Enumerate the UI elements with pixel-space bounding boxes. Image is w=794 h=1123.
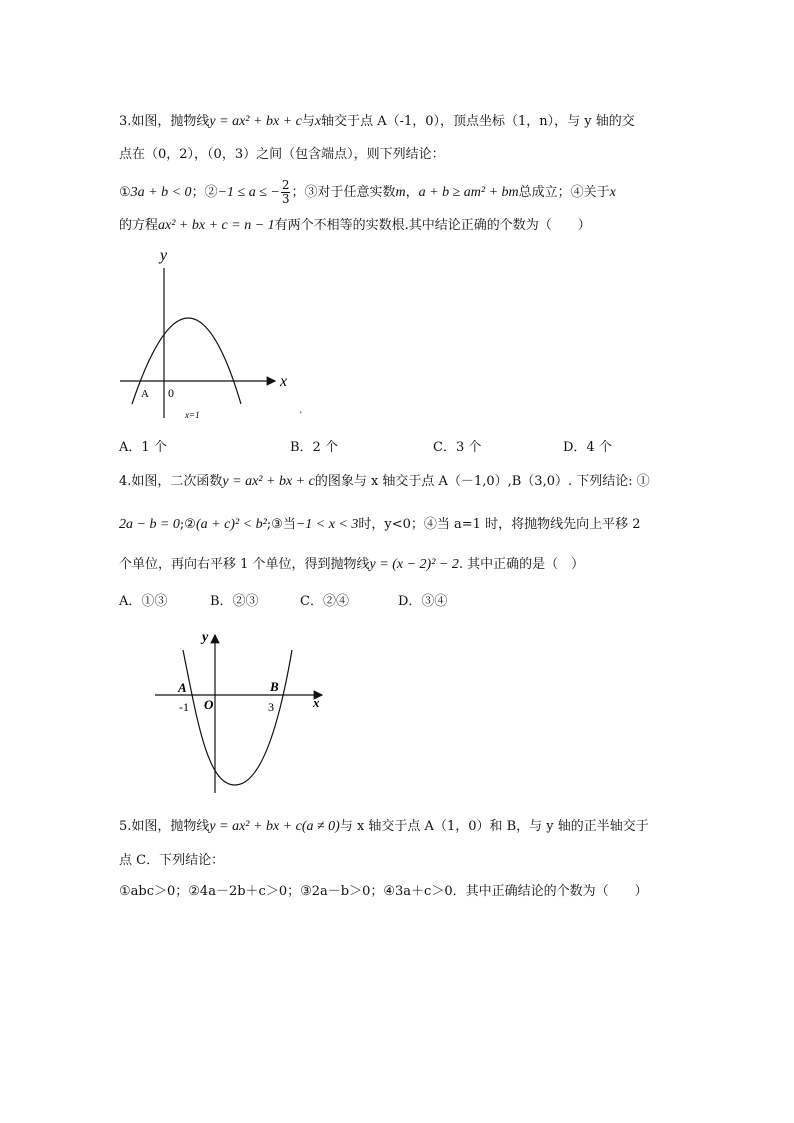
stray-mark: ' bbox=[300, 410, 302, 420]
q4-equation: y = ax² + bx + c bbox=[222, 474, 315, 489]
tick-neg1: -1 bbox=[179, 700, 189, 714]
q3-line-2: 点在（0，2），（0，3）之间（包含端点），则下列结论： bbox=[119, 147, 445, 162]
q3-option-b: B．2 个 bbox=[290, 440, 338, 455]
q5-line-2: 点 C．下列结论： bbox=[119, 853, 225, 868]
tick-3: 3 bbox=[268, 700, 274, 714]
point-a-label: A bbox=[141, 388, 149, 400]
q3-option-c: C．3 个 bbox=[433, 440, 482, 455]
q4-line-3: 个单位，再向右平移 1 个单位，得到抛物线y = (x − 2)² − 2. 其中正确的是（ ） bbox=[119, 557, 585, 572]
y-axis-label: y bbox=[202, 630, 209, 645]
x-axis-label: x bbox=[280, 373, 288, 390]
q5-number: 5. bbox=[119, 819, 132, 834]
x-axis-label: x bbox=[313, 695, 320, 710]
fraction: $\frac{2}{3}$ bbox=[281, 178, 290, 206]
parabola-curve bbox=[183, 650, 292, 785]
origin-label: 0 bbox=[168, 386, 174, 400]
point-b-label: B bbox=[270, 679, 279, 694]
q3-line-4: 的方程ax² + bx + c = n − 1有两个不相等的实数根.其中结论正确的个数为（ ） bbox=[119, 218, 591, 233]
q4-option-a: A．①③ bbox=[119, 594, 168, 609]
point-a-label: A bbox=[178, 680, 187, 695]
q4-parabola-graph bbox=[150, 625, 340, 795]
q4-number: 4. bbox=[119, 474, 132, 489]
q5-line-3: ①abc＞0；②4a－2b＋c＞0；③2a－b＞0；④3a＋c＞0．其中正确结论的个数为（ ） bbox=[119, 884, 648, 899]
q4-option-b: B．②③ bbox=[210, 594, 259, 609]
q3-line-3: ①3a + b < 0；②−1 ≤ a ≤ − $\frac{2}{3}$ ；③对于任意实数m，a + b ≥ am² + bm总成立；④关于x bbox=[119, 178, 616, 206]
q5-equation: y = ax² + bx + c(a ≠ 0) bbox=[209, 819, 340, 834]
q3-number: 3. bbox=[119, 114, 132, 129]
q5-line-1: 5.如图，抛物线y = ax² + bx + c(a ≠ 0)与 x 轴交于点 A（1，0）和 B，与 y 轴的正半轴交于 bbox=[119, 819, 649, 834]
q4-option-c: C．②④ bbox=[300, 594, 349, 609]
q3-parabola-graph bbox=[110, 240, 320, 425]
y-axis-label: y bbox=[160, 247, 168, 264]
q3-equation: y = ax² + bx + c bbox=[209, 114, 302, 129]
q3-line-1: 3.如图，抛物线y = ax² + bx + c与x轴交于点 A（-1，0），顶点坐标（1，n），与 y 轴的交 bbox=[119, 114, 635, 129]
q4-option-d: D．③④ bbox=[398, 594, 448, 609]
q4-line-1: 4.如图，二次函数y = ax² + bx + c的图象与 x 轴交于点 A（－1,0）,B（3,0）. 下列结论: ① bbox=[119, 474, 650, 489]
q3-option-a: A．1 个 bbox=[119, 440, 167, 455]
axis-note: x=1 bbox=[185, 410, 200, 420]
origin-label: O bbox=[204, 697, 214, 712]
q4-line-2: 2a − b = 0;②(a + c)² < b²;③当−1 < x < 3时，y<0；④当 a=1 时，将抛物线先向上平移 2 bbox=[119, 517, 641, 532]
q3-option-d: D．4 个 bbox=[563, 440, 612, 455]
